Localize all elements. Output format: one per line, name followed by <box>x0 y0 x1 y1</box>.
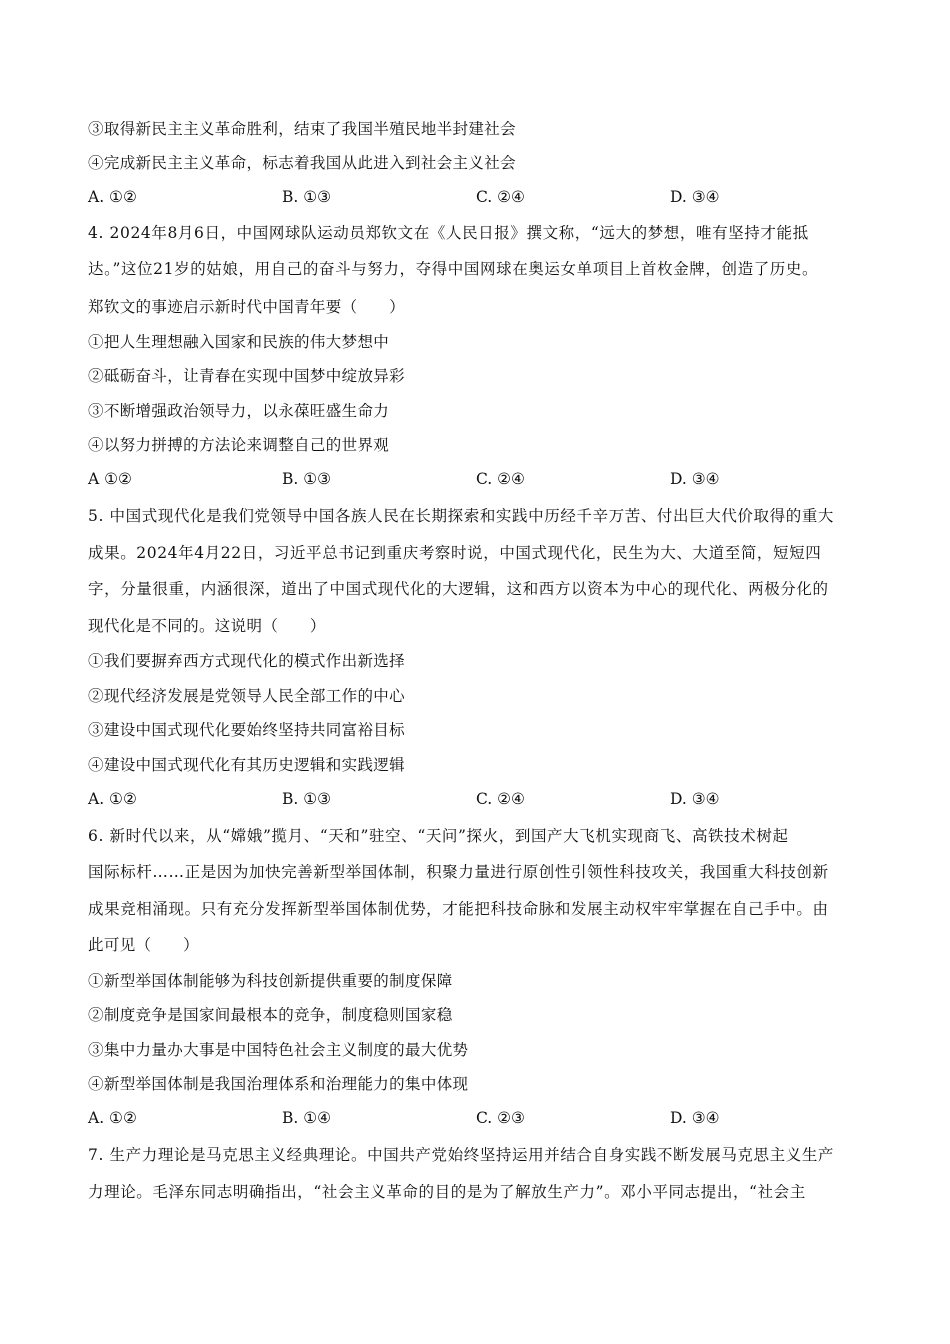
q5-stem-line-4: 现代化是不同的。这说明（ ） <box>88 617 326 635</box>
q5-item-4: ④建设中国式现代化有其历史逻辑和实践逻辑 <box>88 756 406 774</box>
q6-stem-line-1: 6. 新时代以来，从“嫦娥”揽月、“天和”驻空、“天问”探火，到国产大飞机实现商飞、高铁技术树起 <box>88 827 789 845</box>
q3-option-d: D. ③④ <box>670 188 720 206</box>
q3-option-a: A. ①② <box>88 188 137 206</box>
q6-stem-line-4: 此可见（ ） <box>88 936 199 954</box>
q5-stem-line-1: 5. 中国式现代化是我们党领导中国各族人民在长期探索和实践中历经千辛万苦、付出巨大代价取得的重大 <box>88 507 835 525</box>
q4-option-a: A ①② <box>88 470 132 488</box>
q6-stem-line-3: 成果竞相涌现。只有充分发挥新型举国体制优势，才能把科技命脉和发展主动权牢牢掌握在自己手中。由 <box>88 900 829 918</box>
q6-option-a: A. ①② <box>88 1109 137 1127</box>
q3-item-4: ④完成新民主主义革命，标志着我国从此进入到社会主义社会 <box>88 154 516 172</box>
q4-item-3: ③不断增强政治领导力，以永葆旺盛生命力 <box>88 402 390 420</box>
q5-option-d: D. ③④ <box>670 790 720 808</box>
q4-stem-line-3: 郑钦文的事迹启示新时代中国青年要（ ） <box>88 298 406 316</box>
q4-option-b: B. ①③ <box>282 470 332 488</box>
q5-option-a: A. ①② <box>88 790 137 808</box>
q4-item-2: ②砥砺奋斗，让青春在实现中国梦中绽放异彩 <box>88 367 406 385</box>
q3-option-b: B. ①③ <box>282 188 332 206</box>
q6-option-b: B. ①④ <box>282 1109 332 1127</box>
q3-options <box>88 187 868 207</box>
q5-options <box>88 789 868 809</box>
q5-item-3: ③建设中国式现代化要始终坚持共同富裕目标 <box>88 721 406 739</box>
q4-option-c: C. ②④ <box>476 470 525 488</box>
q5-item-1: ①我们要摒弃西方式现代化的模式作出新选择 <box>88 652 406 670</box>
q4-options <box>88 469 868 489</box>
q3-option-c: C. ②④ <box>476 188 525 206</box>
q6-options <box>88 1108 868 1128</box>
q5-option-b: B. ①③ <box>282 790 332 808</box>
q3-item-3: ③取得新民主主义革命胜利，结束了我国半殖民地半封建社会 <box>88 120 516 138</box>
q5-item-2: ②现代经济发展是党领导人民全部工作的中心 <box>88 687 406 705</box>
q6-item-1: ①新型举国体制能够为科技创新提供重要的制度保障 <box>88 972 453 990</box>
q4-item-1: ①把人生理想融入国家和民族的伟大梦想中 <box>88 333 390 351</box>
q6-item-2: ②制度竞争是国家间最根本的竞争，制度稳则国家稳 <box>88 1006 453 1024</box>
q6-item-3: ③集中力量办大事是中国特色社会主义制度的最大优势 <box>88 1041 469 1059</box>
q6-option-d: D. ③④ <box>670 1109 720 1127</box>
q6-item-4: ④新型举国体制是我国治理体系和治理能力的集中体现 <box>88 1075 469 1093</box>
q4-stem-line-2: 达。”这位21岁的姑娘，用自己的奋斗与努力，夺得中国网球在奥运女单项目上首枚金牌，创造了历史。 <box>88 260 819 278</box>
q6-stem-line-2: 国际标杆……正是因为加快完善新型举国体制，积聚力量进行原创性引领性科技攻关，我国重大科技创新 <box>88 863 829 881</box>
q7-stem-line-1: 7. 生产力理论是马克思主义经典理论。中国共产党始终坚持运用并结合自身实践不断发展马克思主义生产 <box>88 1146 835 1164</box>
q4-stem-line-1: 4. 2024年8月6日，中国网球队运动员郑钦文在《人民日报》撰文称，“远大的梦想，唯有坚持才能抵 <box>88 224 809 242</box>
q6-option-c: C. ②③ <box>476 1109 525 1127</box>
q5-stem-line-3: 字，分量很重，内涵很深，道出了中国式现代化的大逻辑，这和西方以资本为中心的现代化、两极分化的 <box>88 580 829 598</box>
q7-stem-line-2: 力理论。毛泽东同志明确指出，“社会主义革命的目的是为了解放生产力”。邓小平同志提出，“社会主 <box>88 1183 806 1201</box>
q4-option-d: D. ③④ <box>670 470 720 488</box>
q4-item-4: ④以努力拼搏的方法论来调整自己的世界观 <box>88 436 390 454</box>
q5-stem-line-2: 成果。2024年4月22日，习近平总书记到重庆考察时说，中国式现代化，民生为大、大道至简，短短四 <box>88 544 822 562</box>
q5-option-c: C. ②④ <box>476 790 525 808</box>
